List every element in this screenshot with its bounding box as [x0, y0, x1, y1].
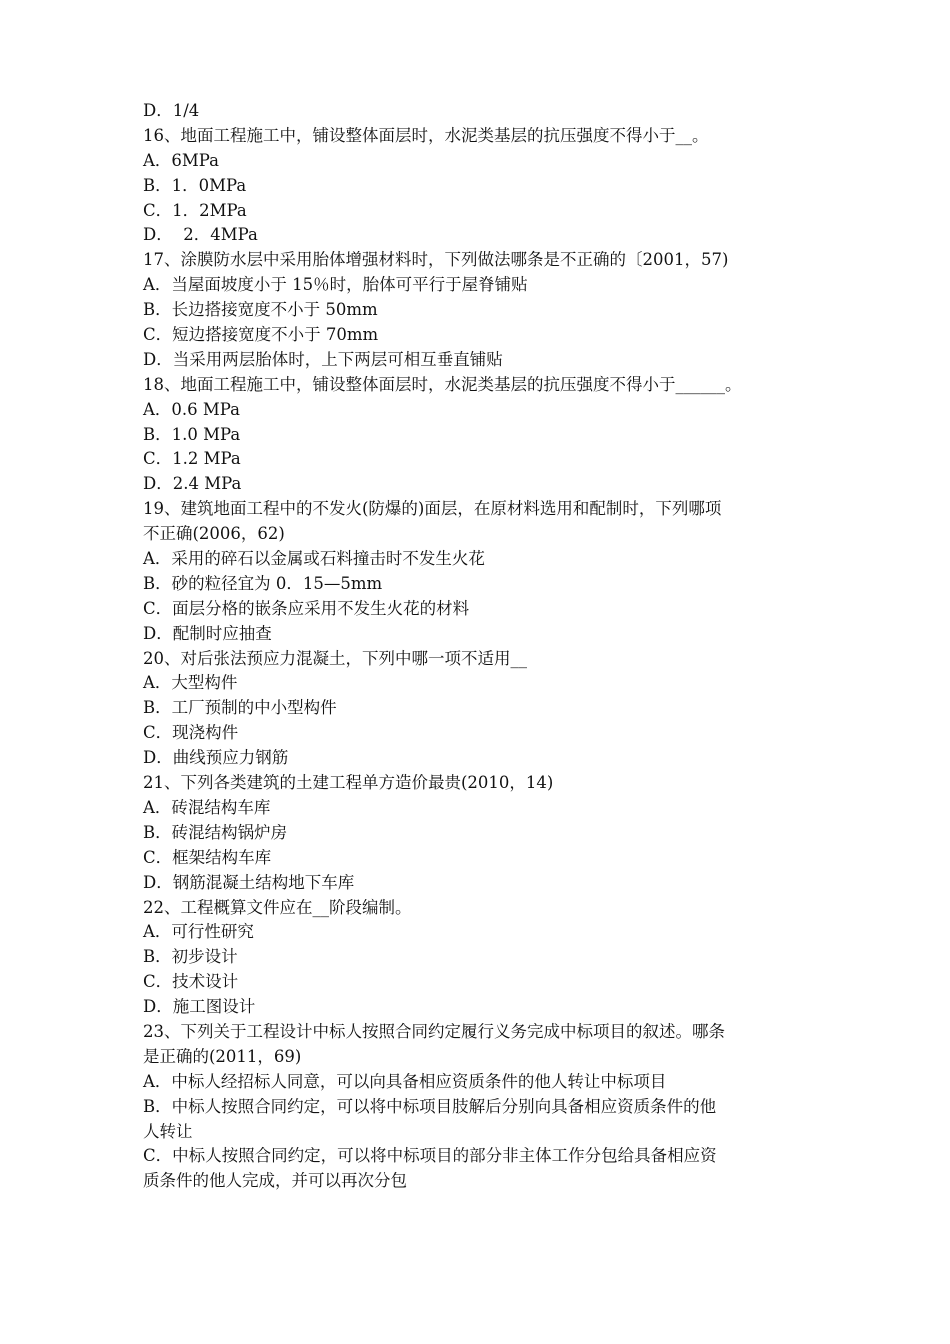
option-line: D．施工图设计 — [143, 997, 256, 1017]
option-line: D．钢筋混凝土结构地下车库 — [143, 872, 355, 892]
question-23: 23、下列关于工程设计中标人按照合同约定履行义务完成中标项目的叙述。哪条 — [143, 1021, 725, 1041]
option-line: C．中标人按照合同约定，可以将中标项目的部分非主体工作分包给具备相应资 — [143, 1146, 717, 1166]
question-20: 20、对后张法预应力混凝土，下列中哪一项不适用__ — [143, 648, 527, 668]
option-line: B．1．0MPa — [143, 175, 247, 195]
question-17: 17、涂膜防水层中采用胎体增强材料时，下列做法哪条是不正确的〔2001，57) — [143, 250, 729, 270]
option-line: D．2.4 MPa — [143, 474, 242, 494]
option-line: B．初步设计 — [143, 947, 238, 967]
option-line: B．砖混结构锅炉房 — [143, 822, 288, 842]
question-18: 18、地面工程施工中，铺设整体面层时，水泥类基层的抗压强度不得小于______。 — [143, 374, 742, 394]
option-line: A．6MPa — [143, 150, 220, 170]
option-line: C．短边搭接宽度不小于 70mm — [143, 325, 379, 345]
option-line: A．大型构件 — [143, 673, 238, 693]
option-line: C．现浇构件 — [143, 723, 239, 743]
question-23-cont: 是正确的(2011，69) — [143, 1046, 302, 1066]
option-line-cont: 人转让 — [143, 1121, 193, 1141]
option-line: C．技术设计 — [143, 972, 239, 992]
question-16: 16、地面工程施工中，铺设整体面层时，水泥类基层的抗压强度不得小于__。 — [143, 125, 709, 145]
question-22: 22、工程概算文件应在__阶段编制。 — [143, 897, 412, 917]
option-line: D．配制时应抽查 — [143, 623, 272, 643]
option-line: A．0.6 MPa — [143, 399, 240, 419]
option-line: B．1.0 MPa — [143, 424, 241, 444]
option-line: B．长边搭接宽度不小于 50mm — [143, 300, 378, 320]
option-line: C．1．2MPa — [143, 200, 247, 220]
option-line-cont: 质条件的他人完成，并可以再次分包 — [143, 1171, 407, 1191]
question-21: 21、下列各类建筑的土建工程单方造价最贵(2010，14) — [143, 773, 554, 793]
option-line: A．采用的碎石以金属或石料撞击时不发生火花 — [143, 549, 485, 569]
option-line: D． 2．4MPa — [143, 225, 258, 245]
option-line: C．框架结构车库 — [143, 847, 272, 867]
question-19-cont: 不正确(2006，62) — [143, 524, 285, 544]
option-line: A．当屋面坡度小于 15％时，胎体可平行于屋脊铺贴 — [143, 275, 528, 295]
option-line: A．可行性研究 — [143, 922, 254, 942]
option-line: B．砂的粒径宜为 0．15—5mm — [143, 573, 383, 593]
option-line: B．中标人按照合同约定，可以将中标项目肢解后分别向具备相应资质条件的他 — [143, 1096, 717, 1116]
option-line: B．工厂预制的中小型构件 — [143, 698, 337, 718]
option-line: D．当采用两层胎体时，上下两层可相互垂直铺贴 — [143, 349, 503, 369]
option-line: C．面层分格的嵌条应采用不发生火花的材料 — [143, 598, 470, 618]
option-line: D．曲线预应力钢筋 — [143, 748, 289, 768]
option-line: A．中标人经招标人同意，可以向具备相应资质条件的他人转让中标项目 — [143, 1071, 667, 1091]
option-line: A．砖混结构车库 — [143, 797, 271, 817]
option-line: C．1.2 MPa — [143, 449, 241, 469]
question-19: 19、建筑地面工程中的不发火(防爆的)面层，在原材料选用和配制时，下列哪项 — [143, 499, 722, 519]
option-line: D．1/4 — [143, 101, 200, 120]
document-body — [143, 99, 813, 1194]
